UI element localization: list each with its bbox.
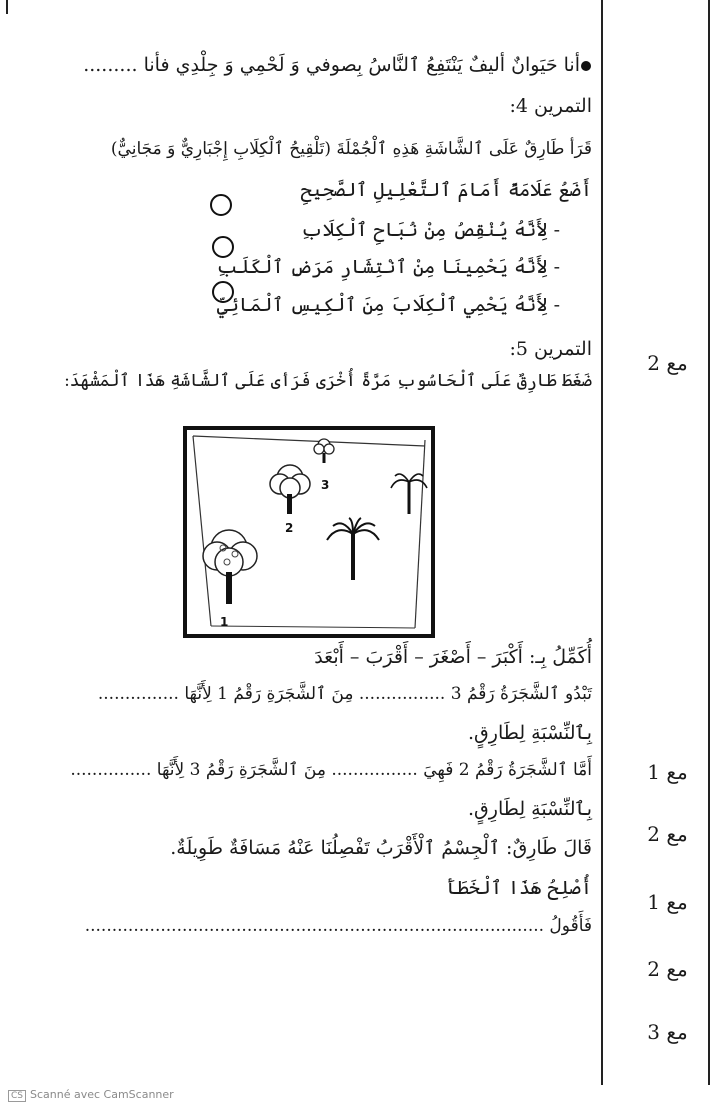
relative-to-tarek-2: بِٱلنِّسْبَةِ لِطَارِقٍ.	[468, 798, 592, 820]
margin-mark	[6, 0, 8, 14]
tree-3-icon	[314, 439, 334, 463]
trees-scene	[187, 430, 431, 634]
option-2: - لِأَنَّهُ يَحْمِينَا مِنْ ٱنْتِشَارِ مَرَضِ ٱلْكَلَبِ	[216, 256, 560, 278]
mark-item-2: مع 2	[647, 822, 688, 846]
page-border-line	[708, 0, 710, 1085]
exercise-4-title: التمرين 4:	[509, 95, 592, 117]
tree-1-icon	[203, 530, 257, 604]
tree-2-label: 2	[285, 521, 294, 535]
scene-figure	[183, 426, 435, 638]
camscanner-logo-icon: CS	[8, 1090, 26, 1102]
scanner-watermark	[8, 1088, 174, 1102]
palm-tree-near-icon	[327, 518, 379, 580]
answer-line: فَأَقُولُ .....................................................................................	[84, 916, 592, 936]
question-line: أنا حَيَوانٌ أليفٌ يَنْتَفِعُ ٱلنَّاسُ بِصوفي وَ لَحْمِي وَ جِلْدِي فأنا .........	[83, 54, 580, 76]
bullet-icon	[581, 61, 591, 71]
margin-line	[601, 0, 603, 1085]
scene-line-right	[415, 440, 425, 628]
tree-2-sentence: أَمَّا ٱلشَّجَرَةُ رَقْمُ 2 فَهِيَ ................ مِنَ ٱلشَّجَرَةِ رَقْمُ 3 لِأَنَّهَا ...............	[70, 760, 592, 780]
option-3-checkbox[interactable]	[212, 281, 234, 303]
mark-item-3: مع 1	[647, 890, 688, 914]
mark-exercise-5: مع 2	[647, 351, 688, 375]
option-2-checkbox[interactable]	[212, 236, 234, 258]
tree-2-icon	[270, 465, 310, 514]
tree-1-label: 1	[220, 615, 229, 629]
mark-item-5: مع 3	[647, 1020, 688, 1044]
relative-to-tarek-1: بِٱلنِّسْبَةِ لِطَارِقٍ.	[468, 722, 592, 744]
exercise-4-sentence: قَرَأ طَارِقٌ عَلَى ٱلشَّاشَةِ هَذِهِ ٱلْجُمْلَةَ (تَلْقِيحُ ٱلْكِلَابِ إِجْبَارِيٌّ وَ مَجَانِيٌّ)	[110, 139, 592, 159]
scanner-text: Scanné avec CamScanner	[30, 1088, 174, 1101]
scene-line-bottom	[211, 626, 415, 628]
exercise-4-instruction: أَضَعُ عَلَامَةً أَمَامَ ٱلتَّعْلِيلِ ٱلصَّحِيحِ	[300, 179, 592, 201]
exercise-5-sentence: ضَغَطَ طَارِقٌ عَلَى ٱلْحَاسُوبِ مَرَّةً أُخْرَى فَرَأى عَلَى ٱلشَّاشَةِ هَذَا ٱلْمَشْهَدَ:	[64, 371, 592, 391]
scene-line-left	[193, 436, 211, 626]
correct-instruction: أُصْلِحُ هَذَا ٱلْخَطَأَ	[446, 877, 592, 899]
mark-item-4: مع 2	[647, 957, 688, 981]
mark-item-1: مع 1	[647, 760, 688, 784]
tree-3-label: 3	[321, 478, 330, 492]
tree-3-sentence: تَبْدُو ٱلشَّجَرَةُ رَقْمُ 3 ................ مِنَ ٱلشَّجَرَةِ رَقْمُ 1 لِأَنَّهَا ...............	[97, 684, 592, 704]
option-3: - لِأَنَّهُ يَحْمِي ٱلْكِلَابَ مِنَ ٱلْكِيسِ ٱلْمَائِيِّ	[216, 294, 560, 316]
option-1-checkbox[interactable]	[210, 194, 232, 216]
scene-line-top	[193, 436, 425, 446]
option-1: - لِأَنَّهُ يُنْقِصُ مِنْ نُبَاحِ ٱلْكِلَابِ	[300, 219, 560, 241]
complete-instruction: أُكَمِّلُ بِـ: أَكْبَرَ – أَصْغَرَ – أَقْرَبَ – أَبْعَدَ	[314, 646, 592, 668]
exercise-5-title: التمرين 5:	[509, 338, 592, 360]
tarek-statement: قَالَ طَارِقٌ: ٱلْجِسْمُ ٱلْأَقْرَبُ تَفْصِلُنَا عَنْهُ مَسَافَةٌ طَوِيلَةٌ.	[170, 837, 592, 859]
